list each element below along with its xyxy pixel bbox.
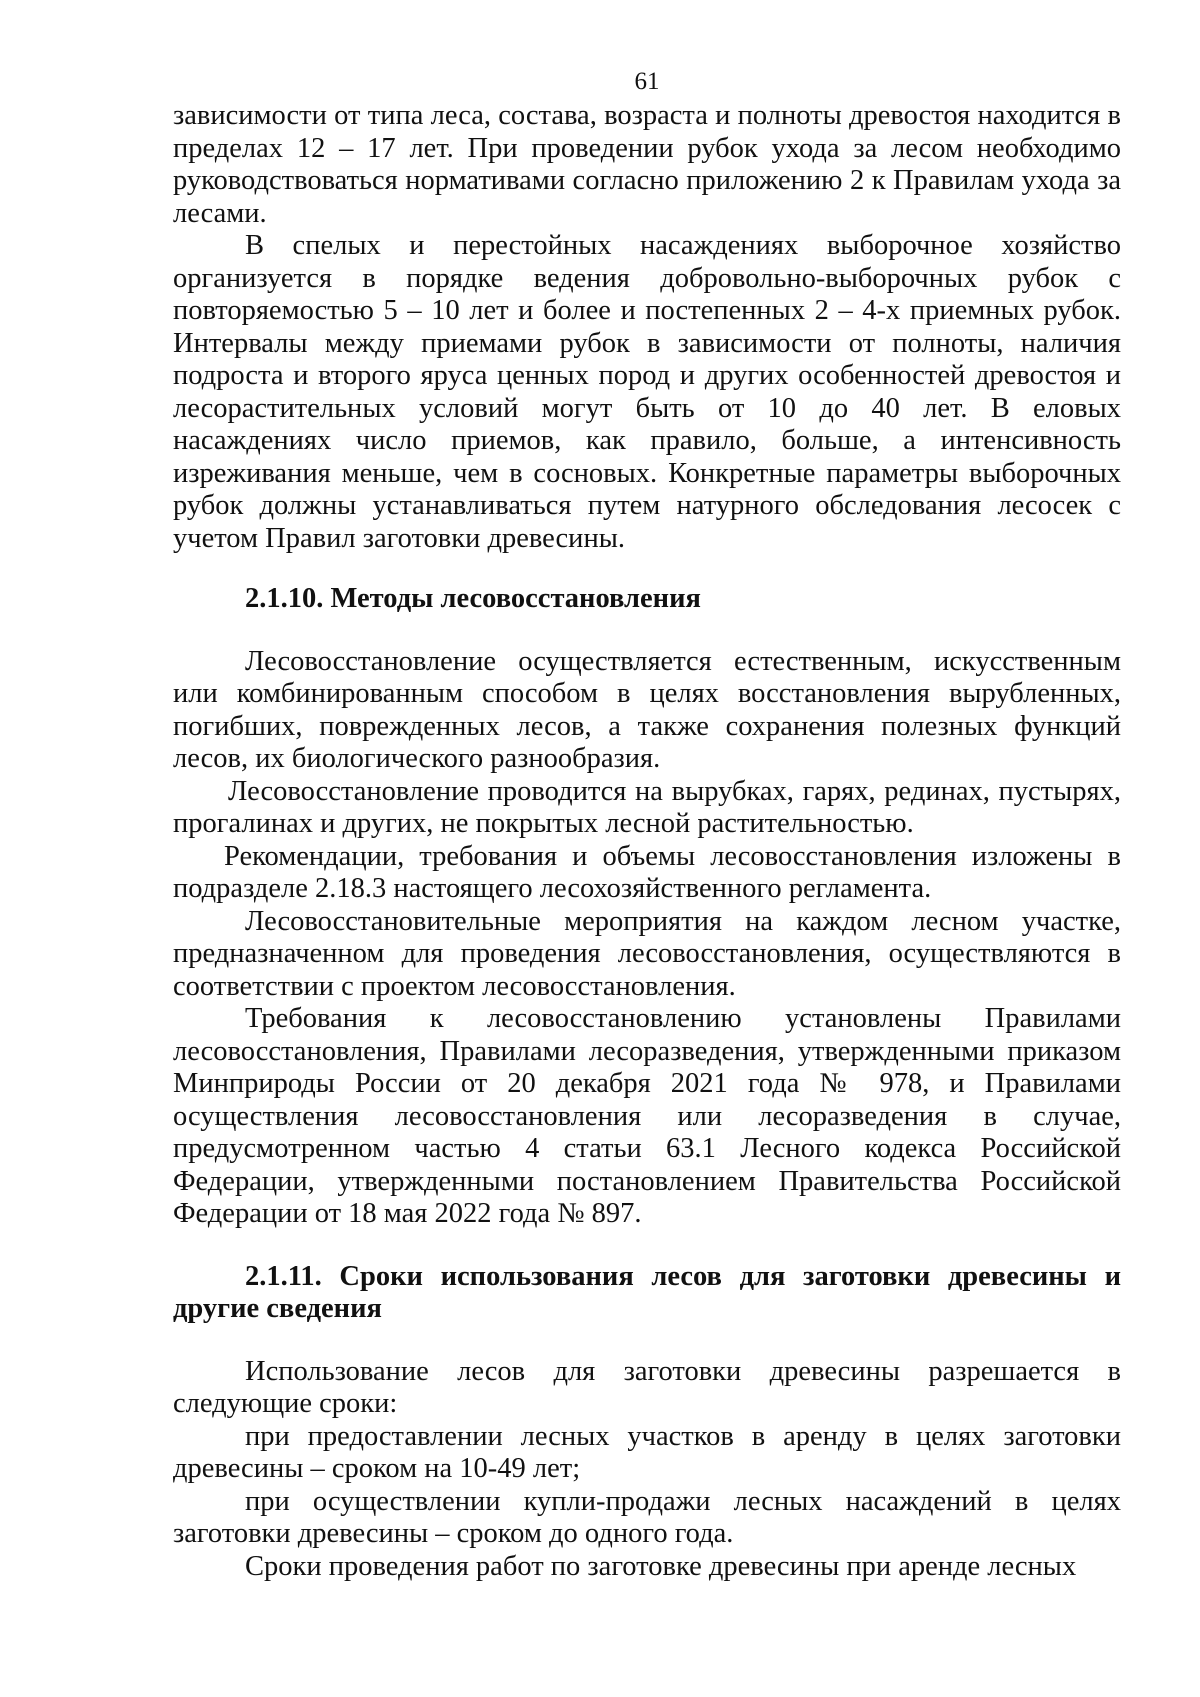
paragraph: зависимости от типа леса, состава, возраста и полноты древостоя находится в пределах 12 – 17 лет. При проведении рубок ухода за лесом необходимо руководствоваться нормативами согласно приложению 2 к Правилам ухода за лесами. xyxy=(173,100,1121,229)
paragraph: Требования к лесовосстановлению установлены Правилами лесовосстановления, Правилами лесоразведения, утвержденными приказом Минприроды России от 20 декабря 2021 года № 978, и Правилами осуществления лесовосстановления или лесоразведения в случае, предусмотренном частью 4 статьи 63.1 Лесного кодекса Российской Федерации, утвержденными постановлением Правительства Российской Федерации от 18 мая 2022 года № 897. xyxy=(173,1003,1121,1229)
section-heading: 2.1.11. Сроки использования лесов для заготовки древесины и другие сведения xyxy=(173,1260,1121,1324)
paragraph: Использование лесов для заготовки древесины разрешается в следующие сроки: xyxy=(173,1355,1121,1419)
section-heading: 2.1.10. Методы лесовосстановления xyxy=(245,583,701,614)
paragraph: при предоставлении лесных участков в аренду в целях заготовки древесины – сроком на 10-49 лет; xyxy=(173,1420,1121,1484)
page-number: 61 xyxy=(634,68,660,95)
paragraph: Лесовосстановительные мероприятия на каждом лесном участке, предназначенном для проведения лесовосстановления, осуществляются в соответствии с проектом лесовосстановления. xyxy=(173,905,1121,1002)
paragraph: Сроки проведения работ по заготовке древесины при аренде лесных xyxy=(245,1550,1077,1582)
paragraph: В спелых и перестойных насаждениях выборочное хозяйство организуется в порядке ведения добровольно-выборочных рубок с повторяемостью 5 – 10 лет и более и постепенных 2 – 4-х приемных рубок. Интервалы между приемами рубок в зависимости от полноты, наличия подроста и второго яруса ценных пород и других особенностей древостоя и лесорастительных условий могут быть от 10 до 40 лет. В еловых насаждениях число приемов, как правило, больше, а интенсивность изреживания меньше, чем в сосновых. Конкретные параметры выборочных рубок должны устанавливаться путем натурного обследования лесосек с учетом Правил заготовки древесины. xyxy=(173,230,1121,554)
document-page xyxy=(173,66,1121,1583)
paragraph: Лесовосстановление осуществляется естественным, искусственным или комбинированным способом в целях восстановления вырубленных, погибших, поврежденных лесов, а также сохранения полезных функций лесов, их биологического разнообразия. xyxy=(173,645,1121,774)
paragraph: при осуществлении купли-продажи лесных насаждений в целях заготовки древесины – сроком до одного года. xyxy=(173,1485,1121,1549)
paragraph: Рекомендации, требования и объемы лесовосстановления изложены в подразделе 2.18.3 настоящего лесохозяйственного регламента. xyxy=(173,840,1121,904)
paragraph: Лесовосстановление проводится на вырубках, гарях, рединах, пустырях, прогалинах и других, не покрытых лесной растительностью. xyxy=(173,775,1121,839)
